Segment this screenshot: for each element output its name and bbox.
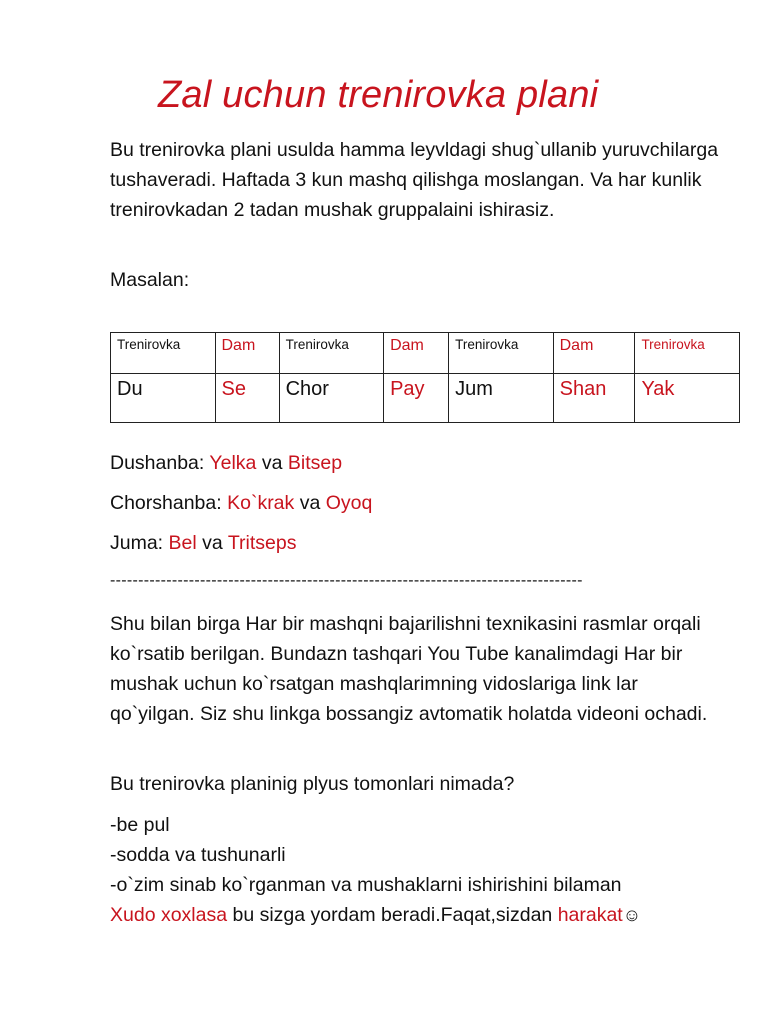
closing-red-phrase: Xudo xoxlasa xyxy=(110,904,228,926)
schedule-type-cell: Dam xyxy=(553,333,635,374)
schedule-type-cell: Dam xyxy=(215,333,279,374)
list-item: -be pul xyxy=(110,814,170,836)
muscle-group: Yelka xyxy=(209,452,257,474)
closing-text: bu sizga yordam beradi.Faqat,sizdan xyxy=(227,904,558,926)
connector: va xyxy=(202,532,223,554)
muscle-group: Ko`krak xyxy=(227,492,295,514)
weekly-schedule-table xyxy=(110,332,740,423)
connector: va xyxy=(299,492,321,514)
schedule-day-row xyxy=(111,374,740,423)
schedule-day-cell: Yak xyxy=(635,374,740,423)
day-name: Chorshanba: xyxy=(110,492,222,514)
example-label: Masalan: xyxy=(110,269,190,291)
intro-paragraph: Bu trenirovka plani usulda hamma leyvldagi shug`ullanib yuruvchilarga tushaveradi. Haftada 3 kun mashq qilishga moslangan. Va har kunlik trenirovkadan 2 tadan mushak gruppalaini ishirasiz. xyxy=(110,139,719,221)
list-item: -sodda va tushunarli xyxy=(110,844,286,866)
day-plan-wednesday xyxy=(110,492,372,515)
pros-question: Bu trenirovka planinig plyus tomonlari nimada? xyxy=(110,773,515,795)
muscle-group: Bitsep xyxy=(287,452,343,474)
body-paragraph: Shu bilan birga Har bir mashqni bajarilishni texnikasini rasmlar orqali ko`rsatib berilgan. Bundazn tashqari You Tube kanalimdagi Har bir mushak uchun ko`rsatgan mashqlarimning vidoslariga link lar qo`yilgan. Siz shu linkga bossangiz avtomatik holatda videoni ochadi. xyxy=(110,613,708,725)
muscle-group: Oyoq xyxy=(325,492,373,514)
schedule-type-cell: Dam xyxy=(384,333,449,374)
separator-line: ------------------------------------------------------------------------------------ xyxy=(110,572,583,589)
list-item: -o`zim sinab ko`rganman va mushaklarni ishirishini bilaman xyxy=(110,874,622,896)
schedule-type-row xyxy=(111,333,740,374)
schedule-day-cell: Jum xyxy=(449,374,554,423)
schedule-type-cell: Trenirovka xyxy=(635,333,740,374)
day-name: Juma: xyxy=(110,532,164,554)
pros-list xyxy=(110,810,641,930)
schedule-day-cell: Chor xyxy=(279,374,384,423)
schedule-day-cell: Shan xyxy=(553,374,635,423)
muscle-group: Tritseps xyxy=(227,532,297,554)
schedule-day-cell: Du xyxy=(111,374,216,423)
day-plan-friday xyxy=(110,532,296,555)
schedule-day-cell: Pay xyxy=(384,374,449,423)
muscle-group: Bel xyxy=(168,532,197,554)
closing-red-word: harakat xyxy=(557,904,623,926)
schedule-day-cell: Se xyxy=(215,374,279,423)
smiley-icon: ☺ xyxy=(622,905,642,925)
closing-line xyxy=(110,900,641,930)
schedule-type-cell: Trenirovka xyxy=(279,333,384,374)
document-title: Zal uchun trenirovka plani xyxy=(158,74,599,116)
schedule-type-cell: Trenirovka xyxy=(111,333,216,374)
day-plan-monday xyxy=(110,452,342,475)
day-name: Dushanba: xyxy=(110,452,205,474)
connector: va xyxy=(261,452,283,474)
schedule-type-cell: Trenirovka xyxy=(449,333,554,374)
